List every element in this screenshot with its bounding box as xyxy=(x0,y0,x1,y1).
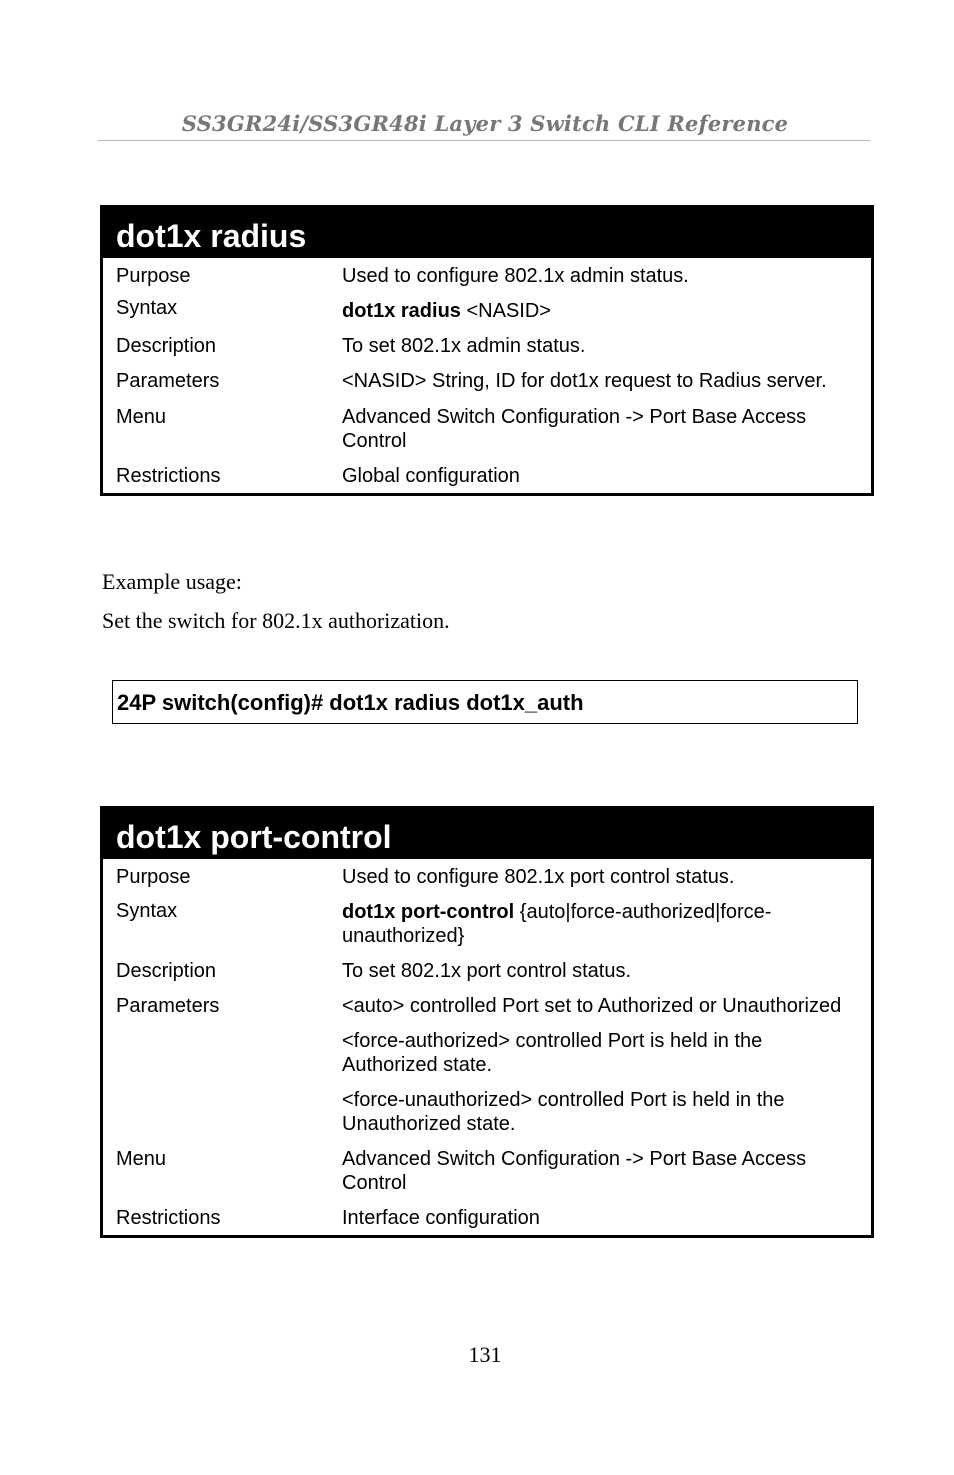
restrictions-row xyxy=(103,464,871,488)
syntax-label: Syntax xyxy=(116,900,178,922)
purpose-value: Used to configure 802.1x port control status. xyxy=(342,866,735,888)
command-table-dot1x-port-control xyxy=(100,806,874,1238)
parameters-row xyxy=(103,994,871,1136)
purpose-row xyxy=(103,865,871,889)
description-label: Description xyxy=(116,335,217,357)
example-command: 24P switch(config)# dot1x radius dot1x_auth xyxy=(112,680,858,724)
restrictions-label: Restrictions xyxy=(116,465,221,487)
syntax-row xyxy=(103,900,871,948)
purpose-label: Purpose xyxy=(116,265,191,287)
restrictions-value: Interface configuration xyxy=(342,1207,540,1229)
purpose-value: Used to configure 802.1x admin status. xyxy=(342,265,689,287)
example-usage-label: Example usage: xyxy=(102,569,242,594)
syntax-label: Syntax xyxy=(116,297,178,319)
command-title: dot1x port-control xyxy=(103,809,871,859)
header-divider xyxy=(98,140,870,141)
syntax-row xyxy=(103,299,871,323)
menu-value: Advanced Switch Configuration -> Port Base Access Control xyxy=(342,406,807,452)
running-header: SS3GR24i/SS3GR48i Layer 3 Switch CLI Reference xyxy=(181,111,789,136)
parameter-force-unauthorized: <force-unauthorized> controlled Port is held in the Unauthorized state. xyxy=(342,1089,785,1135)
purpose-label: Purpose xyxy=(116,866,191,888)
syntax-command: dot1x port-control xyxy=(342,901,515,923)
description-label: Description xyxy=(116,960,217,982)
menu-row xyxy=(103,1147,871,1195)
parameters-row xyxy=(103,369,871,393)
syntax-arguments: {auto|force-authorized|force-unauthorized} xyxy=(342,901,772,947)
parameters-label: Parameters xyxy=(116,370,220,392)
restrictions-row xyxy=(103,1206,871,1230)
menu-label: Menu xyxy=(116,1148,167,1170)
restrictions-value: Global configuration xyxy=(342,465,520,487)
syntax-command: dot1x radius xyxy=(342,300,461,322)
example-description: Set the switch for 802.1x authorization. xyxy=(102,608,450,633)
syntax-value xyxy=(342,299,871,323)
purpose-row xyxy=(103,264,871,288)
command-title: dot1x radius xyxy=(103,208,871,258)
restrictions-label: Restrictions xyxy=(116,1207,221,1229)
syntax-arguments: <NASID> xyxy=(460,300,551,322)
syntax-value xyxy=(342,900,871,948)
description-row xyxy=(103,959,871,983)
menu-value: Advanced Switch Configuration -> Port Base Access Control xyxy=(342,1148,807,1194)
menu-label: Menu xyxy=(116,406,167,428)
page-number: 131 xyxy=(468,1342,502,1367)
description-row xyxy=(103,334,871,358)
menu-row xyxy=(103,405,871,453)
parameters-value xyxy=(342,994,871,1136)
description-value: To set 802.1x port control status. xyxy=(342,960,632,982)
parameter-force-authorized: <force-authorized> controlled Port is held in the Authorized state. xyxy=(342,1030,763,1076)
parameters-label: Parameters xyxy=(116,995,220,1017)
description-value: To set 802.1x admin status. xyxy=(342,335,586,357)
parameters-value: <NASID> String, ID for dot1x request to Radius server. xyxy=(342,370,827,392)
parameter-auto: <auto> controlled Port set to Authorized or Unauthorized xyxy=(342,995,842,1017)
command-table-dot1x-radius xyxy=(100,205,874,496)
